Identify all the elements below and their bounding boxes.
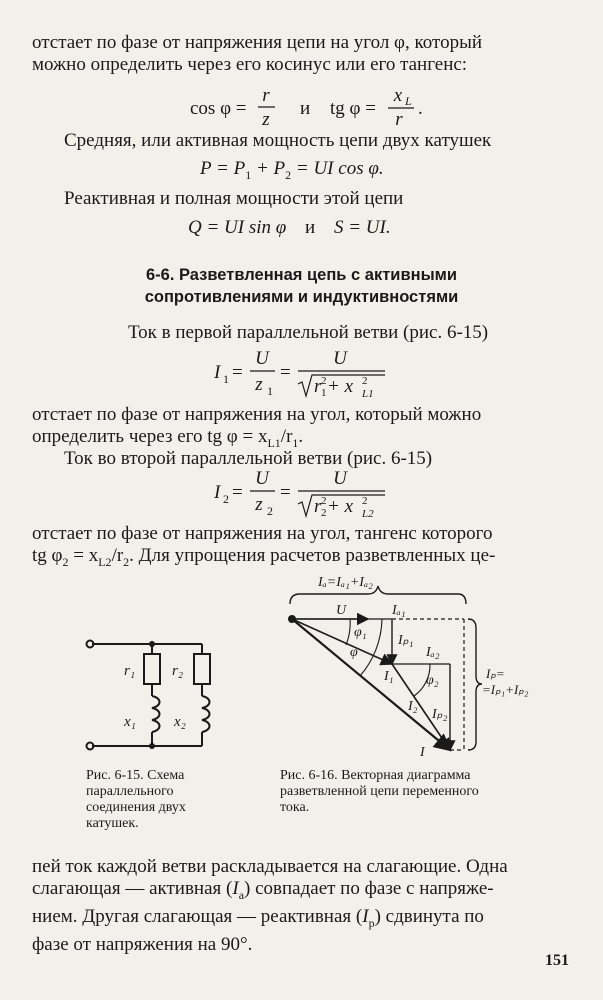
- eq-sub: 1: [245, 167, 252, 182]
- label-phi1: φ₁: [354, 625, 367, 640]
- eq-den-z: z: [262, 109, 270, 130]
- eq-sup: 2: [321, 495, 327, 507]
- eq-den: z: [255, 374, 263, 395]
- paragraph-4: [128, 322, 570, 344]
- paragraph-3: [64, 188, 570, 210]
- label-x1: x₁: [124, 714, 136, 730]
- label-ip1: Iₚ₁: [398, 633, 414, 648]
- paragraph-2: [64, 130, 570, 152]
- brace-ip: [468, 619, 482, 750]
- label-i2: I₂: [408, 699, 418, 714]
- text-sub: 1: [292, 435, 299, 450]
- text-run: tg φ: [32, 545, 63, 566]
- eq-num: U: [333, 468, 347, 489]
- page-number: 151: [545, 952, 569, 969]
- caption-line: Рис. 6-15. Схема: [86, 768, 185, 783]
- caption-line: Рис. 6-16. Векторная диаграмма: [280, 768, 471, 783]
- equation-cos-tg: [180, 84, 440, 134]
- eq-sign: =: [232, 482, 243, 503]
- text-run: ) сдвинута по: [374, 905, 484, 927]
- eq-r: r: [314, 376, 322, 397]
- eq-num: U: [333, 348, 347, 369]
- eq-den: z: [255, 494, 263, 515]
- eq-sup: 2: [321, 375, 327, 387]
- text-line: Ток в первой параллельной ветви (рис. 6-15): [128, 322, 489, 343]
- text-line: фазе от напряжения на 90°.: [32, 933, 253, 955]
- eq-num: U: [255, 468, 269, 489]
- eq-sign: =: [232, 362, 243, 383]
- figure-6-15-circuit: [78, 630, 218, 760]
- label-phi2: φ₂: [426, 673, 439, 688]
- equation-reactive: [188, 216, 391, 240]
- label-phi: φ: [350, 645, 358, 660]
- eq-text: Q = UI sin φ: [188, 217, 287, 238]
- inductor-x2: [202, 696, 210, 732]
- paragraph-8: [32, 856, 570, 956]
- arc-phi1: [346, 619, 350, 645]
- eq-sub: 2: [321, 507, 327, 519]
- text-sub: L1: [267, 435, 281, 450]
- equation-i1: [210, 346, 410, 402]
- equation-power: [200, 157, 384, 187]
- eq-den-sub: 1: [267, 384, 273, 398]
- eq-den-sub: 2: [267, 504, 273, 518]
- brace-ia: [290, 586, 466, 604]
- heading-line: сопротивлениями и индуктивностями: [144, 288, 459, 306]
- caption-line: катушек.: [86, 816, 139, 831]
- text-run: /r: [280, 426, 293, 447]
- eq-sub: 2: [285, 167, 292, 182]
- caption-line: параллельного: [86, 784, 174, 799]
- text-line: Средняя, или активная мощность цепи двух катушек: [64, 130, 492, 151]
- eq-sup: 2: [362, 375, 368, 387]
- eq-den-r: r: [395, 109, 403, 130]
- eq-sup: 2: [362, 495, 368, 507]
- label-ia1: Iₐ₁: [392, 603, 406, 618]
- text-line: [32, 906, 570, 934]
- caption-line: тока.: [280, 800, 310, 815]
- label-i1: I₁: [384, 669, 394, 684]
- eq-and: и: [300, 98, 311, 119]
- text-run: слагающая — активная (: [32, 878, 233, 899]
- inductor-x1: [152, 696, 160, 732]
- text-italic: I: [362, 905, 369, 927]
- text-run: /r: [111, 545, 124, 566]
- text-line: Ток во второй параллельной ветви (рис. 6-15): [64, 448, 433, 469]
- eq-cos: cos φ =: [190, 98, 247, 119]
- label-ip2: Iₚ₂: [432, 707, 448, 722]
- eq-lhs: I: [214, 362, 221, 383]
- junction-dot: [149, 743, 155, 749]
- text-line: можно определить через его косинус или его тангенс:: [32, 54, 468, 75]
- text-line: Реактивная и полная мощности этой цепи: [64, 188, 404, 209]
- eq-text: + P: [251, 158, 286, 179]
- eq-num: U: [255, 348, 269, 369]
- caption-line: разветвленной цепи переменного: [280, 784, 479, 799]
- eq-end: .: [418, 98, 423, 119]
- eq-tg: tg φ =: [330, 98, 376, 119]
- eq-sign: =: [280, 482, 291, 503]
- text-sub: a: [238, 887, 245, 902]
- figure-6-15-caption: [86, 768, 186, 832]
- label-ip-sum: =Iₚ₁+Iₚ₂: [482, 682, 529, 697]
- text-italic: I: [232, 878, 239, 899]
- text-line: [32, 545, 570, 573]
- text-run: нием. Другая слагающая — реактивная (: [32, 905, 363, 927]
- eq-and: и: [305, 217, 316, 238]
- eq-text: P = P: [200, 158, 246, 179]
- label-ia2: Iₐ₂: [426, 645, 440, 660]
- eq-sub: 1: [223, 372, 229, 386]
- eq-num-x: x: [393, 85, 403, 106]
- eq-sign: =: [280, 362, 291, 383]
- text-sub: 2: [123, 554, 130, 569]
- paragraph-1: [32, 32, 570, 76]
- text-run: .: [298, 426, 304, 447]
- eq-sub: L2: [362, 508, 374, 520]
- eq-plus: + x: [327, 376, 354, 397]
- text-sub: L2: [98, 554, 112, 569]
- text-line: отстает по фазе от напряжения на угол, тангенс которого: [32, 523, 493, 544]
- figure-6-16-caption: [280, 768, 479, 816]
- label-ip-eq: Iₚ=: [486, 666, 505, 681]
- text-run: = x: [68, 545, 99, 566]
- origin-dot: [288, 615, 296, 623]
- section-heading: [0, 264, 603, 308]
- paragraph-5: [32, 404, 570, 454]
- eq-text: S = UI.: [333, 217, 391, 238]
- eq-text: = UI cos φ.: [291, 158, 384, 179]
- heading-line: 6-6. Разветвленная цепь с активными: [145, 266, 458, 284]
- resistor-r1: [144, 654, 160, 684]
- label-r1: r₁: [124, 663, 136, 679]
- eq-sub: L1: [362, 388, 374, 400]
- text-run: определить через его tg φ = x: [32, 426, 268, 447]
- text-line: отстает по фазе от напряжения цепи на угол φ, который: [32, 32, 483, 53]
- text-line: пей ток каждой ветви раскладывается на слагающие. Одна: [32, 856, 508, 877]
- resistor-r2: [194, 654, 210, 684]
- text-line: отстает по фазе от напряжения на угол, который можно: [32, 404, 482, 425]
- eq-sub: 2: [223, 492, 229, 506]
- figure-6-16-vector-diagram: [280, 572, 540, 767]
- equation-i2: [210, 466, 410, 522]
- caption-line: соединения двух: [86, 800, 186, 815]
- label-x2: x₂: [174, 714, 186, 730]
- eq-plus: + x: [327, 496, 354, 517]
- paragraph-7: [32, 523, 570, 573]
- eq-num-sub: L: [405, 94, 412, 108]
- text-sub: p: [368, 915, 375, 930]
- label-u: U: [336, 603, 347, 618]
- eq-num-r: r: [262, 85, 270, 106]
- eq-sub: 1: [321, 387, 327, 399]
- vector-i1: [292, 619, 392, 664]
- text-sub: 2: [62, 554, 69, 569]
- text-run: . Для упрощения расчетов разветвленных це-: [129, 545, 496, 566]
- label-r2: r₂: [172, 663, 184, 679]
- junction-dot: [149, 641, 155, 647]
- eq-lhs: I: [214, 482, 221, 503]
- eq-r: r: [314, 496, 322, 517]
- text-run: ) совпадает по фазе с напряже-: [244, 878, 494, 899]
- text-line: [32, 878, 570, 906]
- label-i: I: [420, 745, 425, 760]
- label-ia-sum: Iₐ=Iₐ₁+Iₐ₂: [318, 575, 373, 590]
